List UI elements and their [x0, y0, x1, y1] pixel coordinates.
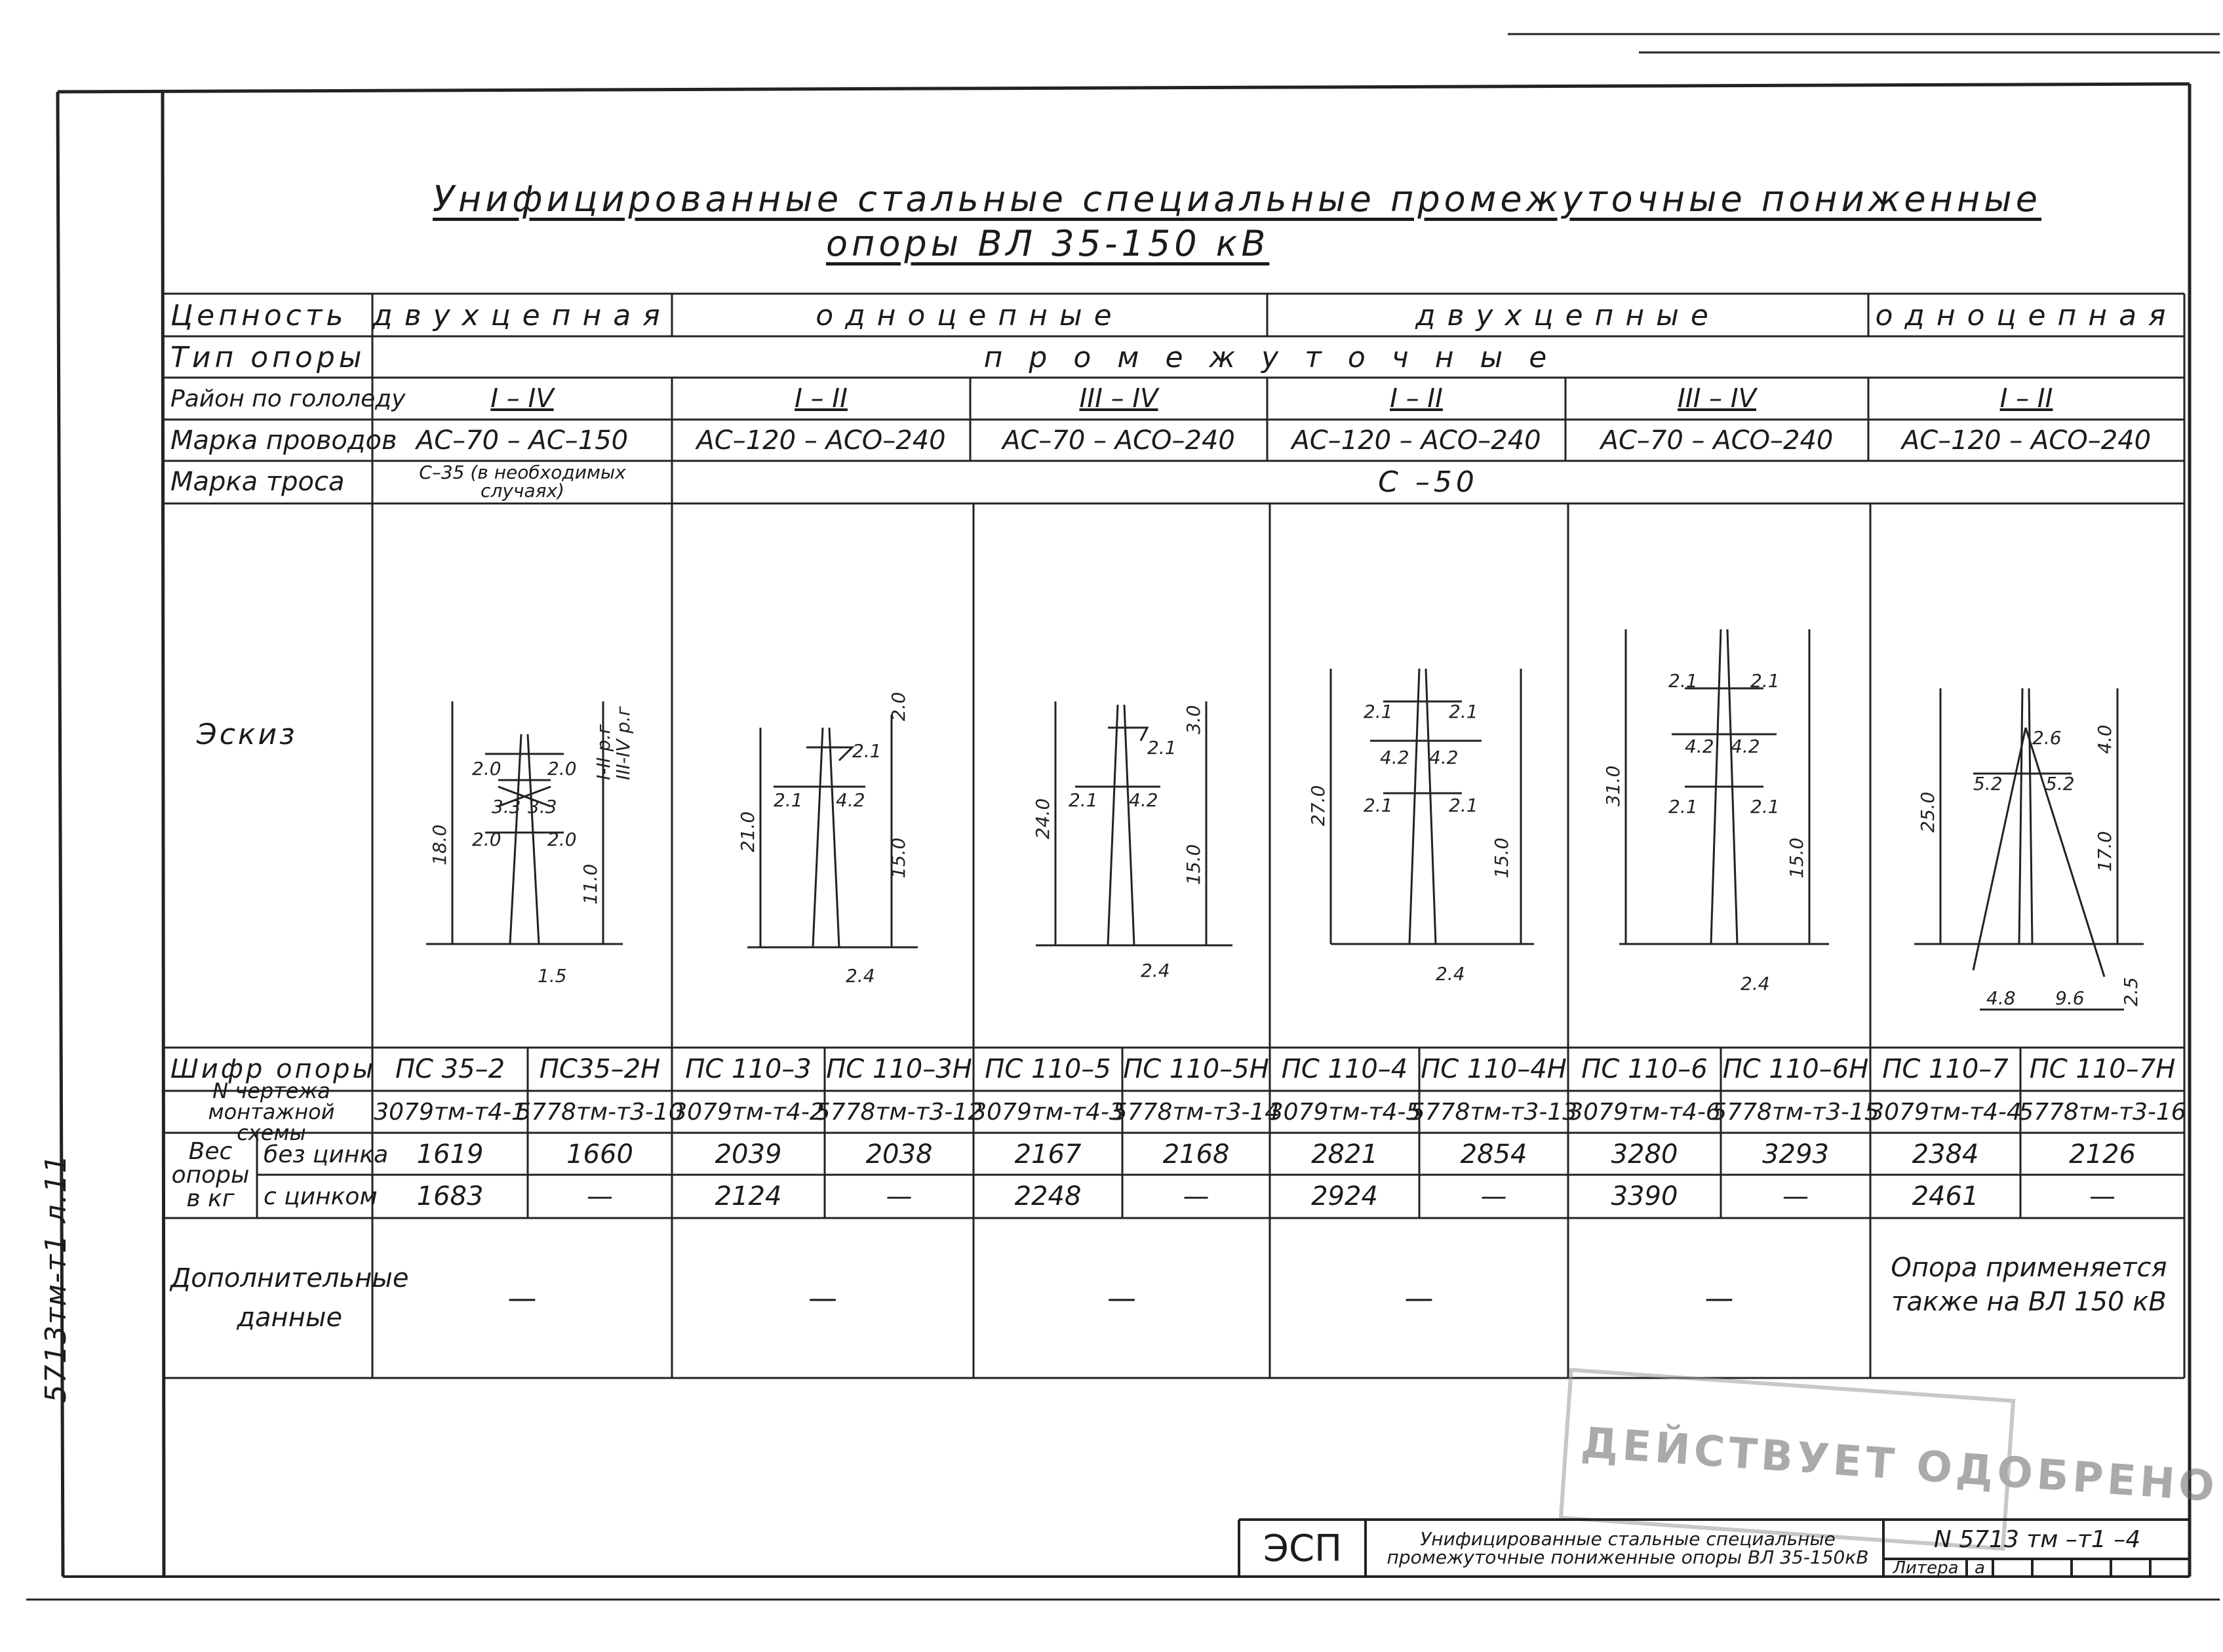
- weight-zinc-6: —: [1183, 1181, 1210, 1211]
- sketch-2-dim-c: 2.1: [774, 789, 803, 811]
- sketch-5-dim-f: 2.1: [1750, 796, 1780, 817]
- drawing-6: 5778тм-т3-14: [1112, 1098, 1280, 1126]
- sketch-4-dim-d: 4.2: [1429, 747, 1459, 768]
- sketch-4-dim-f: 2.1: [1449, 795, 1478, 816]
- title-line-1: Унифицированные стальные специальные промежуточные пониженные: [433, 178, 2042, 220]
- weight-nozinc-3: 2039: [715, 1139, 782, 1170]
- sketch-5-height: 31.0: [1602, 765, 1624, 806]
- weight-nozinc-1: 1619: [416, 1139, 484, 1170]
- weight-zinc-4: —: [886, 1181, 913, 1211]
- weight-nozinc-10: 3293: [1762, 1139, 1829, 1170]
- sketch-3-dim-e: 15.0: [1183, 844, 1204, 885]
- ice-region-3: III – IV: [1079, 384, 1158, 414]
- code-3: ПС 110–3: [685, 1054, 812, 1084]
- sketch-5-dim-h: 2.4: [1741, 973, 1770, 994]
- sketch-1-region-a: I-II р.г: [593, 724, 614, 780]
- sketch-6-dim-a: 4.0: [2094, 724, 2115, 754]
- wire-3: АС–70 – АСО–240: [1002, 425, 1235, 456]
- sketch-4-dim-b: 2.1: [1449, 701, 1478, 722]
- wire-1: АС–70 – АС–150: [416, 425, 629, 456]
- sketch-6-dim-h: 2.5: [2120, 977, 2142, 1006]
- weight-zinc-9: 3390: [1611, 1181, 1678, 1211]
- code-9: ПС 110–6: [1581, 1054, 1708, 1084]
- sketch-6-dim-g: 9.6: [2055, 987, 2085, 1009]
- row-label-zinc: с цинком: [264, 1183, 378, 1210]
- weight-zinc-5: 2248: [1014, 1181, 1082, 1211]
- code-6: ПС 110–5Н: [1123, 1054, 1269, 1084]
- weight-nozinc-4: 2038: [865, 1139, 933, 1170]
- sketch-4-dim-g: 15.0: [1491, 837, 1512, 878]
- sketch-5-dim-g: 15.0: [1786, 837, 1807, 878]
- weight-zinc-8: —: [1480, 1181, 1507, 1211]
- wire-6: АС–120 – АСО–240: [1901, 425, 2152, 456]
- sketch-5-dim-d: 4.2: [1731, 736, 1760, 757]
- sketch-2-height: 21.0: [737, 811, 758, 852]
- row-label-sketch: Эскиз: [197, 717, 298, 751]
- row-label-drawing: N чертежа монтажной схемы: [208, 1078, 335, 1145]
- sketch-3-dim-b: 2.1: [1147, 737, 1177, 758]
- sketch-6-dim-b: 2.6: [2032, 727, 2062, 749]
- drawing-1: 3079тм-т4-1: [374, 1098, 526, 1126]
- ice-region-1: I – IV: [490, 384, 554, 414]
- weight-nozinc-2: 1660: [566, 1139, 633, 1170]
- sketch-3-dim-d: 4.2: [1129, 789, 1158, 811]
- drawing-12: 5778тм-т3-16: [2018, 1098, 2186, 1126]
- footer-number: N 5713 тм –т1 –4: [1933, 1525, 2141, 1553]
- weight-nozinc-12: 2126: [2069, 1139, 2136, 1170]
- drawing-7: 3079тм-т4-5: [1268, 1098, 1421, 1126]
- wire-2: АС–120 – АСО–240: [696, 425, 946, 456]
- row-label-circuit: Цепность: [170, 298, 347, 332]
- drawing-10: 5778тм-т3-15: [1712, 1098, 1879, 1126]
- code-10: ПС 110–6Н: [1722, 1054, 1869, 1084]
- weight-nozinc-8: 2854: [1460, 1139, 1527, 1170]
- row-label-no-zinc: без цинка: [264, 1141, 389, 1168]
- footer-litera-label: Литера: [1893, 1558, 1959, 1578]
- weight-nozinc-7: 2821: [1311, 1139, 1378, 1170]
- stamp-text: ДЕЙСТВУЕТ ОДОБРЕНО: [1579, 1419, 2220, 1512]
- ice-region-6: I – II: [1999, 384, 2053, 414]
- extra-2: —: [808, 1281, 837, 1315]
- sketch-1-dim-e: 2.0: [472, 829, 502, 850]
- weight-zinc-3: 2124: [715, 1181, 782, 1211]
- extra-1: —: [507, 1281, 537, 1315]
- weight-nozinc-11: 2384: [1912, 1139, 1979, 1170]
- sketch-1-dim-d: 3.3: [528, 796, 557, 817]
- sketch-6-height: 25.0: [1917, 791, 1938, 833]
- ice-region-2: I – II: [795, 384, 848, 414]
- sketch-1-dim-b: 2.0: [547, 758, 577, 779]
- code-12: ПС 110–7Н: [2029, 1054, 2176, 1084]
- circuit-3: двухцепные: [1415, 298, 1720, 332]
- sketch-2-dim-b: 2.1: [852, 740, 882, 762]
- side-note: 5713тм-т1 л.11: [39, 1153, 73, 1403]
- ice-region-5: III – IV: [1678, 384, 1756, 414]
- sketch-3-height: 24.0: [1032, 798, 1053, 839]
- sketch-2-dim-e: 15.0: [888, 837, 909, 878]
- extra-3: —: [1107, 1281, 1136, 1315]
- extra-5: —: [1704, 1281, 1734, 1315]
- code-8: ПС 110–4Н: [1421, 1054, 1567, 1084]
- weight-zinc-2: —: [587, 1181, 613, 1211]
- code-11: ПС 110–7: [1882, 1054, 2009, 1084]
- drawing-11: 3079тм-т4-4: [1869, 1098, 2022, 1126]
- code-2: ПС35–2Н: [539, 1054, 661, 1084]
- sketch-1-dim-g: 11.0: [580, 863, 601, 905]
- wire-5: АС–70 – АСО–240: [1600, 425, 1834, 456]
- wire-4: АС–120 – АСО–240: [1291, 425, 1541, 456]
- weight-nozinc-5: 2167: [1014, 1139, 1082, 1170]
- title-line-2: опоры ВЛ 35-150 кВ: [826, 223, 1270, 264]
- row-label-code: Шифр опоры: [170, 1054, 376, 1084]
- sketch-1-dim-h: 1.5: [538, 965, 567, 987]
- weight-zinc-10: —: [1782, 1181, 1809, 1211]
- sketch-3-dim-a: 3.0: [1183, 705, 1204, 734]
- sketch-4-dim-c: 4.2: [1380, 747, 1409, 768]
- drawing-5: 3079тм-т4-3: [972, 1098, 1124, 1126]
- row-label-weight: Вес опоры в кг: [171, 1138, 250, 1212]
- sketch-6-dim-f: 4.8: [1986, 987, 2016, 1009]
- weight-zinc-12: —: [2089, 1181, 2115, 1211]
- sketch-1-height: 18.0: [429, 824, 450, 865]
- row-label-wire: Марка проводов: [170, 425, 397, 456]
- drawing-8: 5778тм-т3-13: [1409, 1098, 1578, 1126]
- code-5: ПС 110–5: [985, 1054, 1111, 1084]
- rope-rest: С –50: [1378, 465, 1478, 499]
- extra-6: Опора применяется также на ВЛ 150 кВ: [1891, 1253, 2167, 1317]
- footer-desc: Унифицированные стальные специальные промежуточные пониженные опоры ВЛ 35-150кВ: [1387, 1528, 1869, 1568]
- row-label-rope: Марка троса: [170, 467, 345, 497]
- drawing-3: 3079тм-т4-2: [672, 1098, 825, 1126]
- sketch-5-dim-a: 2.1: [1668, 670, 1698, 692]
- sketch-1-dim-a: 2.0: [472, 758, 502, 779]
- row-label-ice: Район по гололеду: [170, 385, 406, 412]
- circuit-1: двухцепная: [372, 298, 672, 332]
- sketch-2-dim-a: 2.0: [888, 692, 909, 721]
- sketch-4-dim-e: 2.1: [1364, 795, 1393, 816]
- sketch-6-dim-d: 5.2: [2045, 773, 2075, 795]
- sketch-4-dim-h: 2.4: [1436, 963, 1465, 985]
- sketch-5-dim-c: 4.2: [1685, 736, 1714, 757]
- sketch-5-dim-e: 2.1: [1668, 796, 1698, 817]
- weight-zinc-7: 2924: [1311, 1181, 1378, 1211]
- sketch-3-dim-c: 2.1: [1069, 789, 1098, 811]
- weight-nozinc-6: 2168: [1162, 1139, 1230, 1170]
- rope-first: С–35 (в необходимых случаях): [419, 462, 626, 502]
- sketch-4-dim-a: 2.1: [1364, 701, 1393, 722]
- extra-4: —: [1404, 1281, 1434, 1315]
- footer-litera-value: а: [1975, 1558, 1985, 1578]
- drawing-2: 5778тм-т3-10: [516, 1098, 684, 1126]
- weight-zinc-11: 2461: [1912, 1181, 1979, 1211]
- drawing-4: 5778тм-т3-12: [815, 1098, 983, 1126]
- sketch-3-dim-f: 2.4: [1141, 960, 1170, 981]
- sketch-5-dim-b: 2.1: [1750, 670, 1780, 692]
- row-label-extra: Дополнительные данные: [170, 1263, 409, 1333]
- weight-nozinc-9: 3280: [1611, 1139, 1678, 1170]
- sketch-1-region-b: III-IV р.г: [612, 706, 634, 780]
- sketch-1-dim-f: 2.0: [547, 829, 577, 850]
- row-label-type: Тип опоры: [170, 340, 366, 374]
- code-1: ПС 35–2: [395, 1054, 505, 1084]
- sketch-6-dim-c: 5.2: [1973, 773, 2003, 795]
- weight-zinc-1: 1683: [416, 1181, 484, 1211]
- sketch-6-dim-e: 17.0: [2094, 831, 2115, 872]
- code-7: ПС 110–4: [1281, 1054, 1408, 1084]
- support-type: промежуточные: [983, 340, 1573, 374]
- circuit-2: одноцепные: [816, 298, 1124, 332]
- code-4: ПС 110–3Н: [826, 1054, 972, 1084]
- drawing-9: 3079тм-т4-6: [1568, 1098, 1721, 1126]
- sketch-2-dim-d: 4.2: [836, 789, 865, 811]
- circuit-4: одноцепная: [1875, 298, 2178, 332]
- sketch-1-dim-c: 3.3: [492, 796, 521, 817]
- sketch-2-dim-f: 2.4: [846, 965, 875, 987]
- ice-region-4: I – II: [1390, 384, 1443, 414]
- sketch-4-height: 27.0: [1307, 785, 1329, 826]
- footer-org: ЭСП: [1263, 1527, 1343, 1570]
